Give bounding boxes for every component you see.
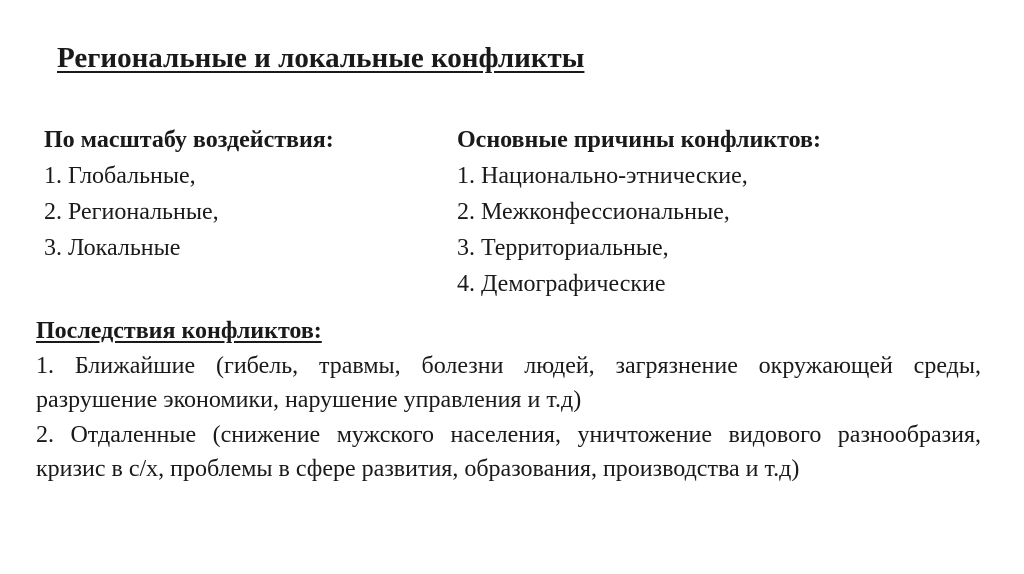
scale-column [44,122,334,266]
causes-column [457,122,821,302]
causes-item: 1. Национально-этнические, [457,163,748,189]
scale-item: 3. Локальные [44,235,181,261]
consequences-item: 1. Ближайшие (гибель, травмы, болезни людей, загрязнение окружающей среды, разрушение экономики, нарушение управления и т.д) [36,352,981,413]
consequences-heading: Последствия конфликтов: [36,318,322,344]
causes-item: 3. Территориальные, [457,235,669,261]
consequences-item: 2. Отдаленные (снижение мужского населения, уничтожение видового разнообразия, кризис в с/х, проблемы в сфере развития, образования, производства и т.д) [36,421,981,482]
causes-item: 2. Межконфессиональные, [457,199,730,225]
causes-item: 4. Демографические [457,271,666,297]
scale-heading: По масштабу воздействия: [44,127,334,153]
slide-title: Региональные и локальные конфликты [57,42,585,74]
scale-item: 2. Региональные, [44,199,219,225]
causes-heading: Основные причины конфликтов: [457,127,821,153]
scale-item: 1. Глобальные, [44,163,196,189]
consequences-section [36,314,981,487]
